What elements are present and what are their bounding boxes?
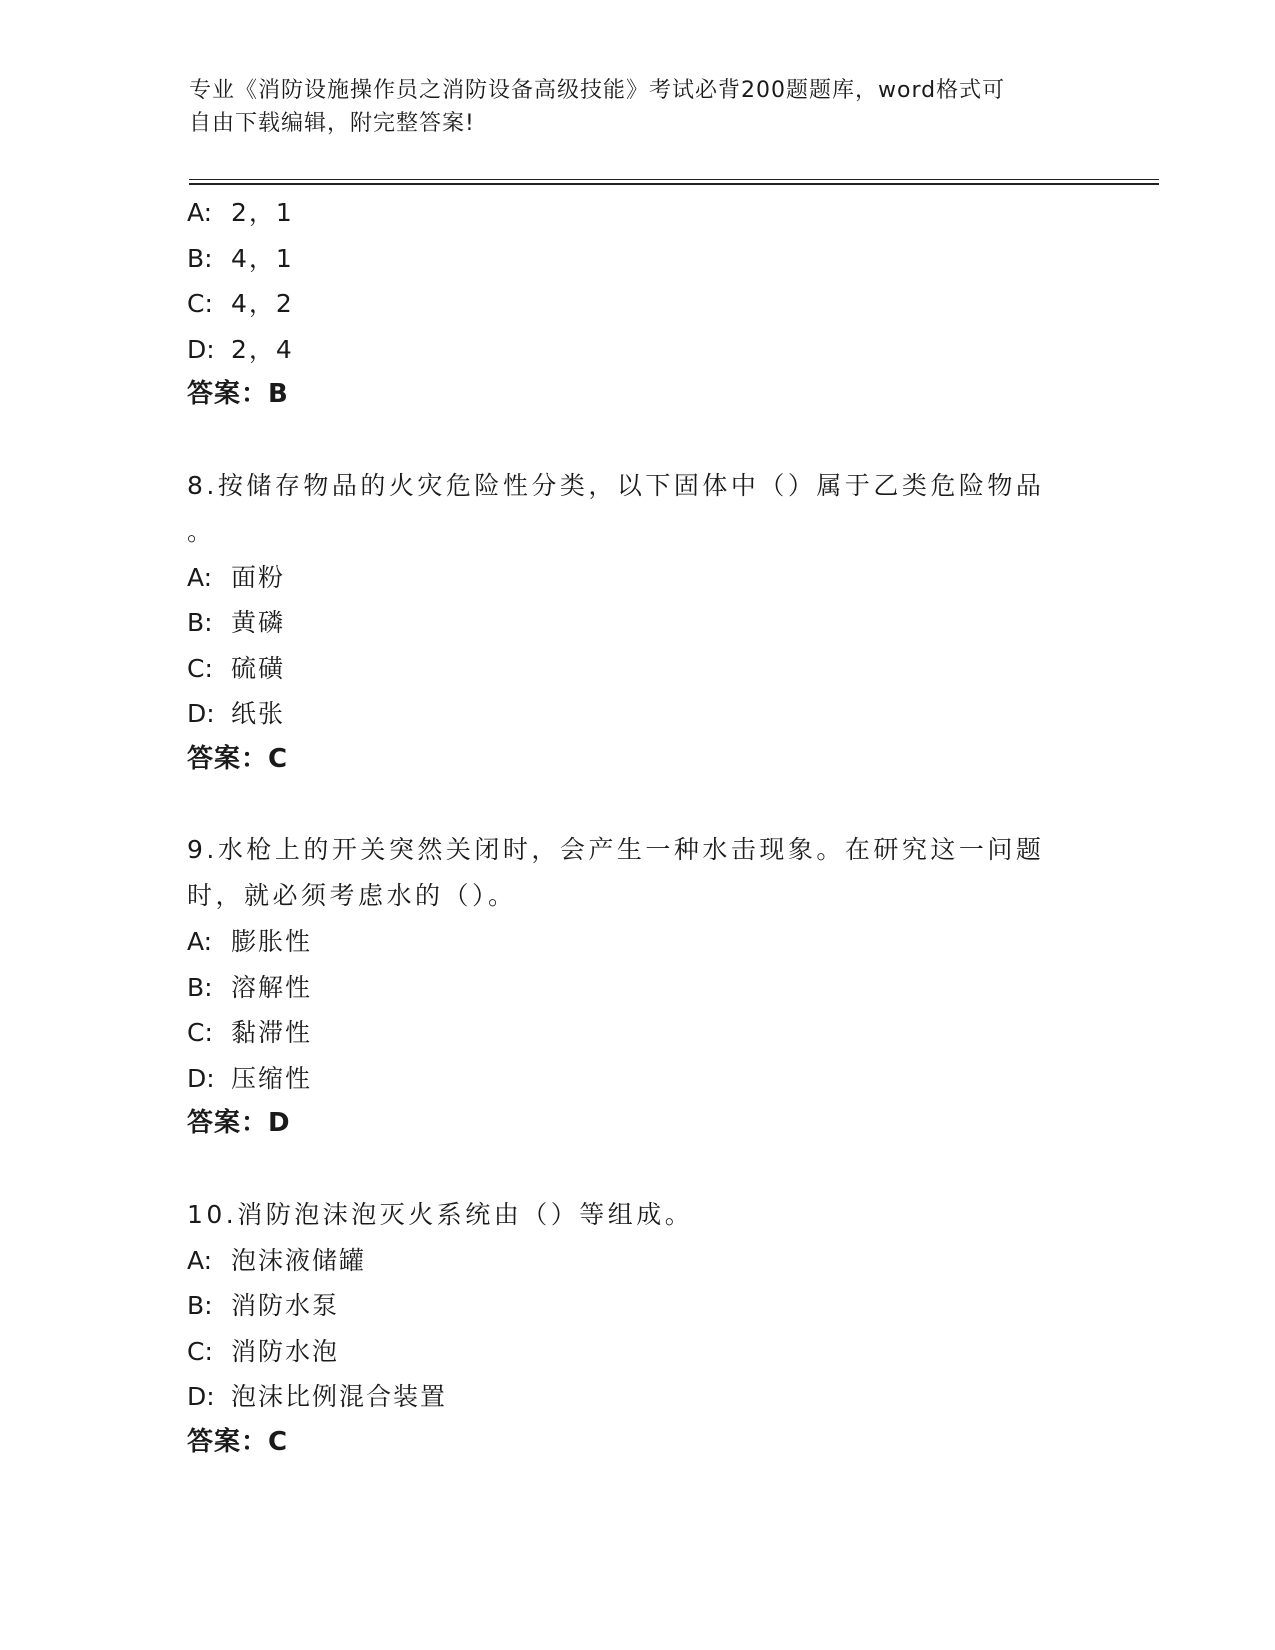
option-c bbox=[187, 1010, 1087, 1056]
option-d bbox=[187, 1056, 1087, 1102]
option-b bbox=[187, 1283, 1087, 1329]
question-9 bbox=[187, 827, 1087, 1147]
option-b bbox=[187, 236, 1087, 282]
question-stem-line-2: 时，就必须考虑水的（）。 bbox=[187, 881, 517, 910]
option-a bbox=[187, 1238, 1087, 1284]
question-stem-line-1: 8.按储存物品的火灾危险性分类，以下固体中（）属于乙类危险物品 bbox=[187, 470, 1045, 500]
option-a bbox=[187, 555, 1087, 601]
option-text: 4，1 bbox=[231, 243, 294, 273]
question-10 bbox=[187, 1192, 1087, 1466]
question-stem-line-1: 10.消防泡沫泡灭火系统由（）等组成。 bbox=[187, 1199, 694, 1229]
header-line-2: 自由下载编辑，附完整答案! bbox=[189, 111, 475, 136]
option-text: 消防水泵 bbox=[231, 1291, 340, 1320]
option-text: 泡沫液储罐 bbox=[231, 1245, 367, 1275]
option-text: 4，2 bbox=[231, 289, 294, 318]
question-stem bbox=[187, 827, 1067, 919]
option-c bbox=[187, 281, 1087, 327]
option-key: D: bbox=[187, 334, 215, 364]
option-key: A: bbox=[187, 198, 213, 227]
option-key: D: bbox=[187, 1382, 215, 1411]
option-key: A: bbox=[187, 562, 213, 592]
option-key: A: bbox=[187, 1245, 213, 1275]
option-a bbox=[187, 190, 1087, 236]
option-text: 压缩性 bbox=[231, 1063, 313, 1093]
option-b bbox=[187, 600, 1087, 646]
option-key: C: bbox=[187, 1018, 213, 1047]
answer-line: 答案：C bbox=[187, 743, 289, 774]
option-text: 黄磷 bbox=[231, 608, 286, 637]
option-c bbox=[187, 646, 1087, 692]
answer-line: 答案：B bbox=[187, 379, 289, 409]
option-d bbox=[187, 327, 1087, 373]
question-7 bbox=[187, 190, 1087, 418]
option-key: B: bbox=[187, 608, 213, 637]
option-key: A: bbox=[187, 927, 213, 956]
option-key: B: bbox=[187, 243, 213, 273]
option-text: 纸张 bbox=[231, 699, 286, 728]
question-list bbox=[187, 190, 1087, 1465]
header-divider-thick bbox=[189, 183, 1159, 185]
option-b bbox=[187, 965, 1087, 1011]
option-text: 硫磺 bbox=[231, 653, 286, 683]
header-line-1: 专业《消防设施操作员之消防设备高级技能》考试必背200题题库，word格式可 bbox=[189, 78, 1006, 103]
document-header bbox=[189, 74, 1089, 140]
option-text: 2，4 bbox=[231, 334, 294, 364]
option-key: D: bbox=[187, 699, 215, 728]
option-key: C: bbox=[187, 1336, 213, 1366]
option-text: 溶解性 bbox=[231, 972, 313, 1002]
option-text: 消防水泡 bbox=[231, 1336, 340, 1366]
question-8 bbox=[187, 463, 1087, 783]
option-key: B: bbox=[187, 1291, 213, 1320]
question-stem-line-1: 9.水枪上的开关突然关闭时，会产生一种水击现象。在研究这一问题 bbox=[187, 835, 1045, 864]
question-stem bbox=[187, 463, 1067, 555]
option-key: C: bbox=[187, 653, 213, 683]
option-text: 面粉 bbox=[231, 562, 286, 592]
option-key: C: bbox=[187, 289, 213, 318]
option-a bbox=[187, 919, 1087, 965]
option-d bbox=[187, 1374, 1087, 1420]
option-c bbox=[187, 1329, 1087, 1375]
option-d bbox=[187, 691, 1087, 737]
answer-line: 答案：C bbox=[187, 1426, 289, 1457]
question-stem-line-2: 。 bbox=[187, 516, 216, 546]
option-text: 2，1 bbox=[231, 198, 294, 227]
option-text: 泡沫比例混合装置 bbox=[231, 1382, 448, 1411]
option-text: 黏滞性 bbox=[231, 1018, 313, 1047]
answer-line: 答案：D bbox=[187, 1108, 291, 1138]
option-key: D: bbox=[187, 1063, 215, 1093]
option-text: 膨胀性 bbox=[231, 927, 313, 956]
option-key: B: bbox=[187, 972, 213, 1002]
question-stem bbox=[187, 1192, 1067, 1238]
header-divider-thin bbox=[189, 179, 1159, 180]
